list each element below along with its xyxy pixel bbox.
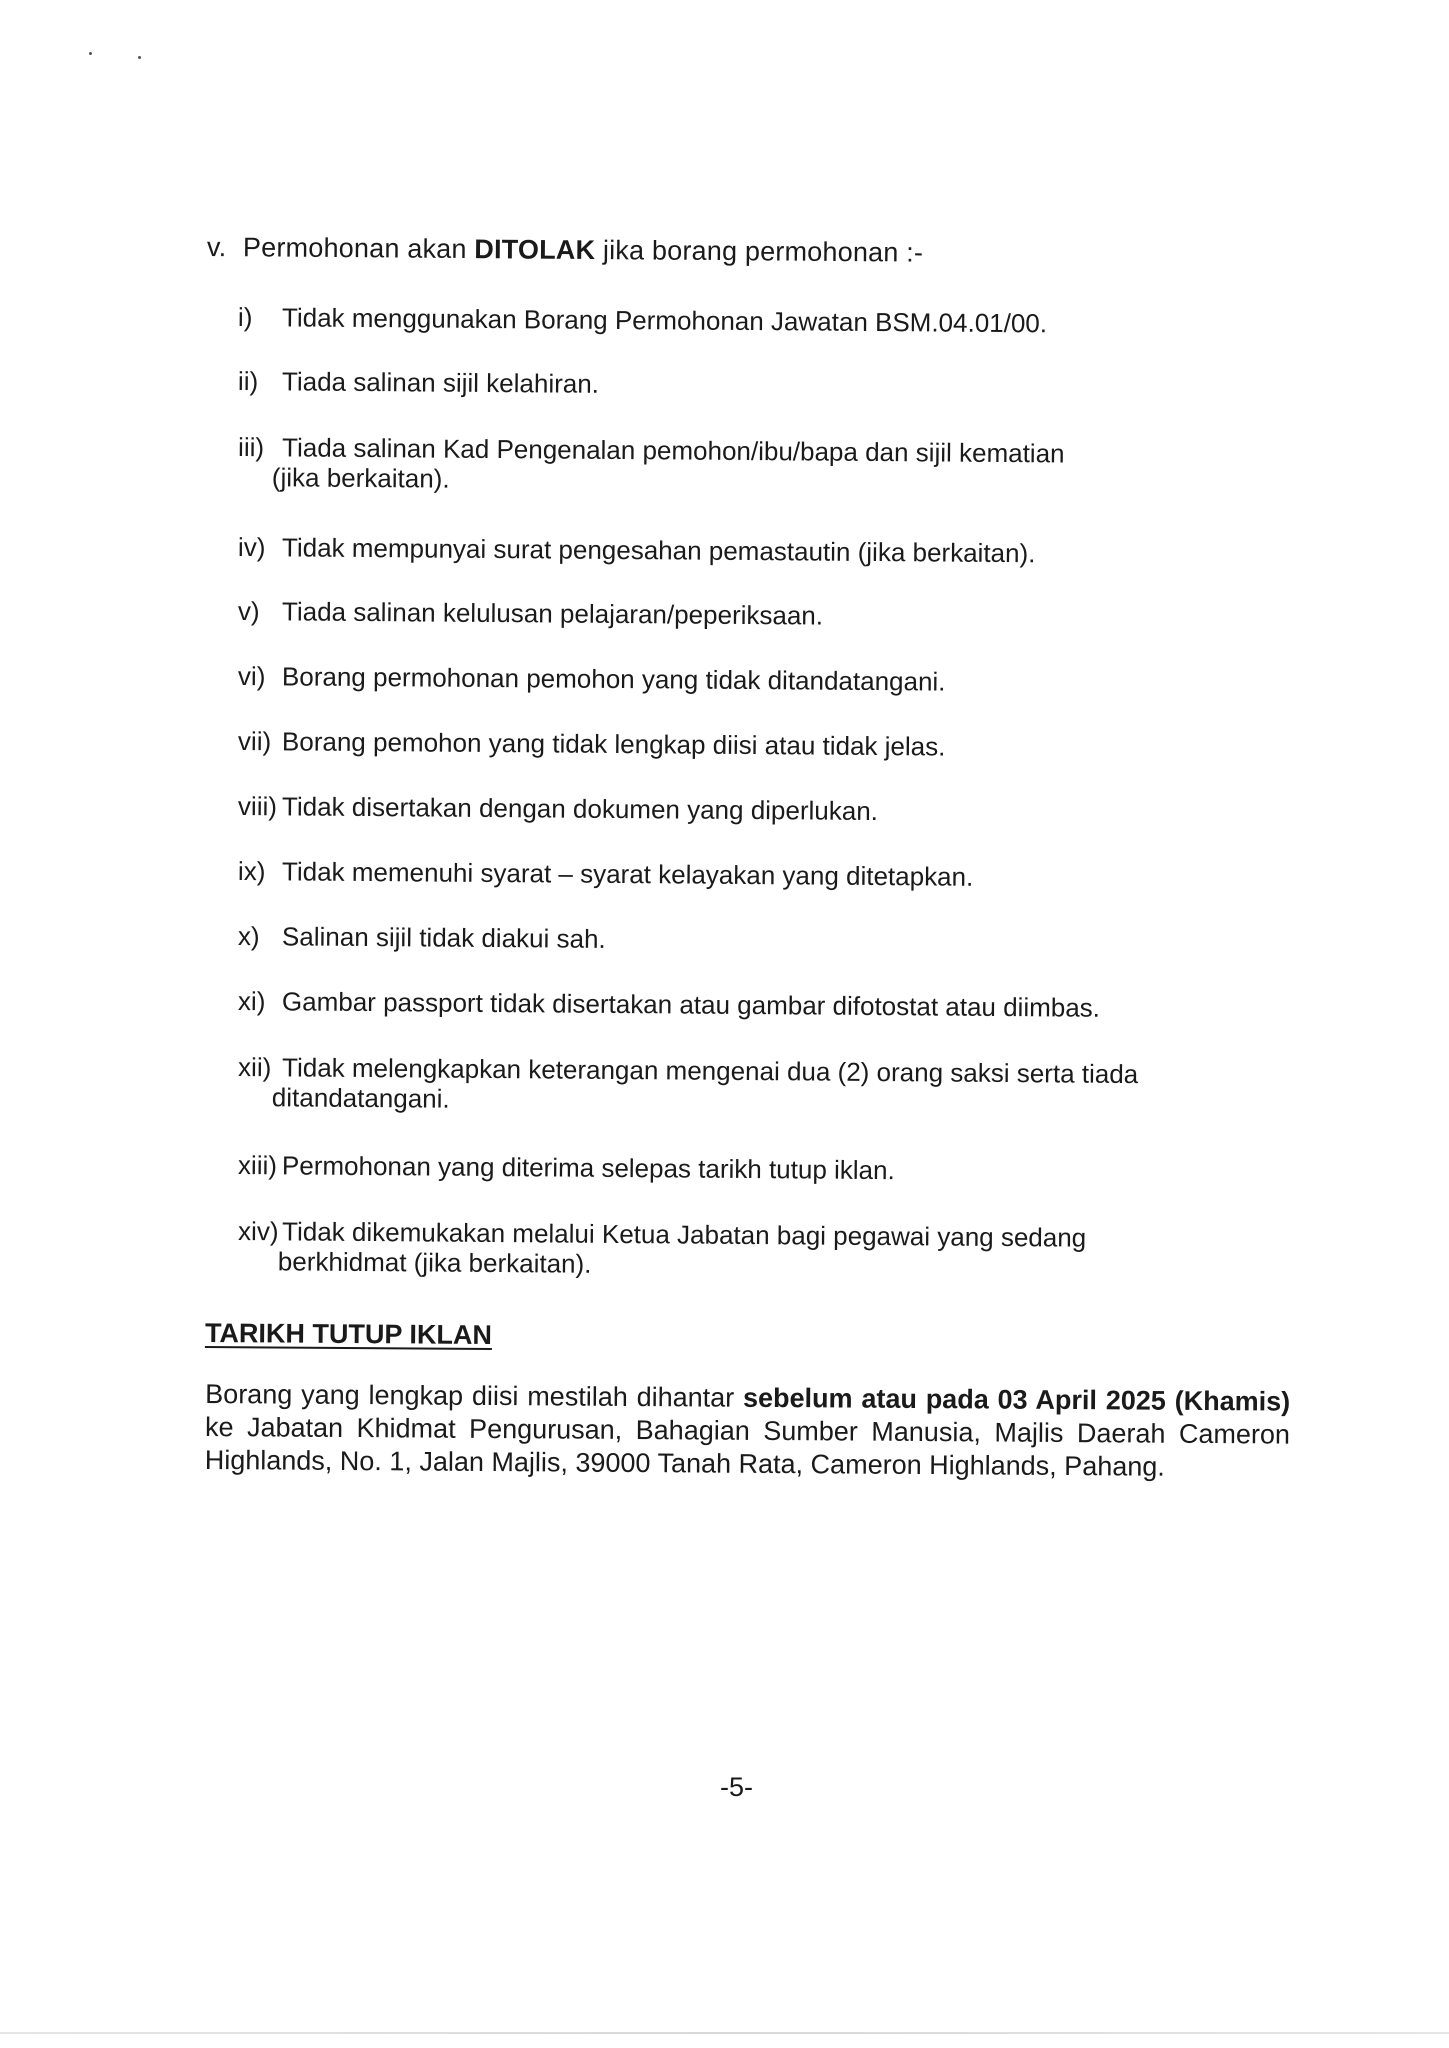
heading-text-before: Permohonan akan <box>242 232 467 265</box>
heading-text-after: jika borang permohonan :- <box>602 235 924 268</box>
list-item <box>238 661 946 697</box>
item-text: Tidak disertakan dengan dokumen yang diperlukan. <box>281 791 879 827</box>
item-text: Tidak memenuhi syarat – syarat kelayakan yang ditetapkan. <box>281 856 974 892</box>
item-text: Tidak melengkapkan keterangan mengenai dua (2) orang saksi serta tiada <box>281 1052 1139 1090</box>
heading-marker: v. <box>206 232 227 263</box>
list-item <box>238 532 1036 568</box>
item-text: Tidak menggunakan Borang Permohonan Jawatan BSM.04.01/00. <box>281 302 1048 339</box>
heading-bold-word: DITOLAK <box>474 234 596 266</box>
item-number: viii) <box>237 791 278 822</box>
list-item <box>238 366 599 399</box>
item-number: x) <box>237 921 260 952</box>
list-item <box>238 791 878 826</box>
rejection-heading <box>207 232 923 269</box>
item-number: iii) <box>238 432 265 463</box>
para-text-after: ke Jabatan Khidmat Pengurusan, Bahagian Sumber Manusia, Majlis Daerah Cameron Highlands, No. 1, Jalan Majlis, 39000 Tanah Rata, Cameron Highlands, Pahang. <box>204 1412 1291 1482</box>
item-number: vii) <box>237 726 272 757</box>
list-item <box>238 596 823 631</box>
item-number: vi) <box>237 661 266 692</box>
item-continuation: (jika berkaitan). <box>271 462 450 494</box>
item-text: Borang permohonan pemohon yang tidak ditandatangani. <box>281 661 946 697</box>
list-item <box>238 1052 1139 1119</box>
item-text: Tiada salinan kelulusan pelajaran/peperiksaan. <box>281 596 824 631</box>
item-text: Borang pemohon yang tidak lengkap diisi atau tidak jelas. <box>281 726 946 762</box>
item-text: Tiada salinan sijil kelahiran. <box>281 366 600 399</box>
item-continuation: ditandatangani. <box>271 1082 450 1114</box>
item-number: xii) <box>238 1052 272 1083</box>
item-number: v) <box>237 596 260 627</box>
item-number: i) <box>237 302 253 333</box>
list-item <box>238 856 974 892</box>
item-text: Salinan sijil tidak diakui sah. <box>281 921 606 954</box>
list-item <box>238 1216 1087 1283</box>
list-item <box>238 921 606 954</box>
item-continuation: berkhidmat (jika berkaitan). <box>277 1246 592 1279</box>
para-text-before: Borang yang lengkap diisi mestilah dihantar <box>205 1379 744 1413</box>
scan-speck <box>138 56 141 59</box>
item-text: Tidak mempunyai surat pengesahan pemastautin (jika berkaitan). <box>281 532 1036 569</box>
page-number: -5- <box>720 1772 753 1802</box>
closing-date-paragraph <box>205 1378 1291 1485</box>
item-text: Permohonan yang diterima selepas tarikh tutup iklan. <box>281 1150 895 1186</box>
list-item <box>238 1150 895 1185</box>
para-bold-date: sebelum atau pada 03 April 2025 (Khamis) <box>742 1382 1291 1417</box>
item-text: Tidak dikemukakan melalui Ketua Jabatan bagi pegawai yang sedang <box>281 1216 1087 1253</box>
scan-bottom-edge <box>0 2032 1449 2034</box>
item-number: ii) <box>237 366 259 397</box>
item-number: xi) <box>237 986 266 1017</box>
item-number: iv) <box>237 532 266 563</box>
item-number: ix) <box>237 856 266 887</box>
item-number: xiv) <box>238 1216 279 1247</box>
closing-date-title: TARIKH TUTUP IKLAN <box>204 1318 493 1351</box>
scan-speck <box>89 52 92 55</box>
item-text: Tiada salinan Kad Pengenalan pemohon/ibu/bapa dan sijil kematian <box>281 432 1065 469</box>
list-item <box>238 986 1100 1023</box>
list-item <box>238 432 1065 498</box>
item-text: Gambar passport tidak disertakan atau gambar difotostat atau diimbas. <box>281 986 1101 1023</box>
list-item <box>238 302 1047 338</box>
item-number: xiii) <box>237 1150 278 1181</box>
list-item <box>238 726 946 762</box>
